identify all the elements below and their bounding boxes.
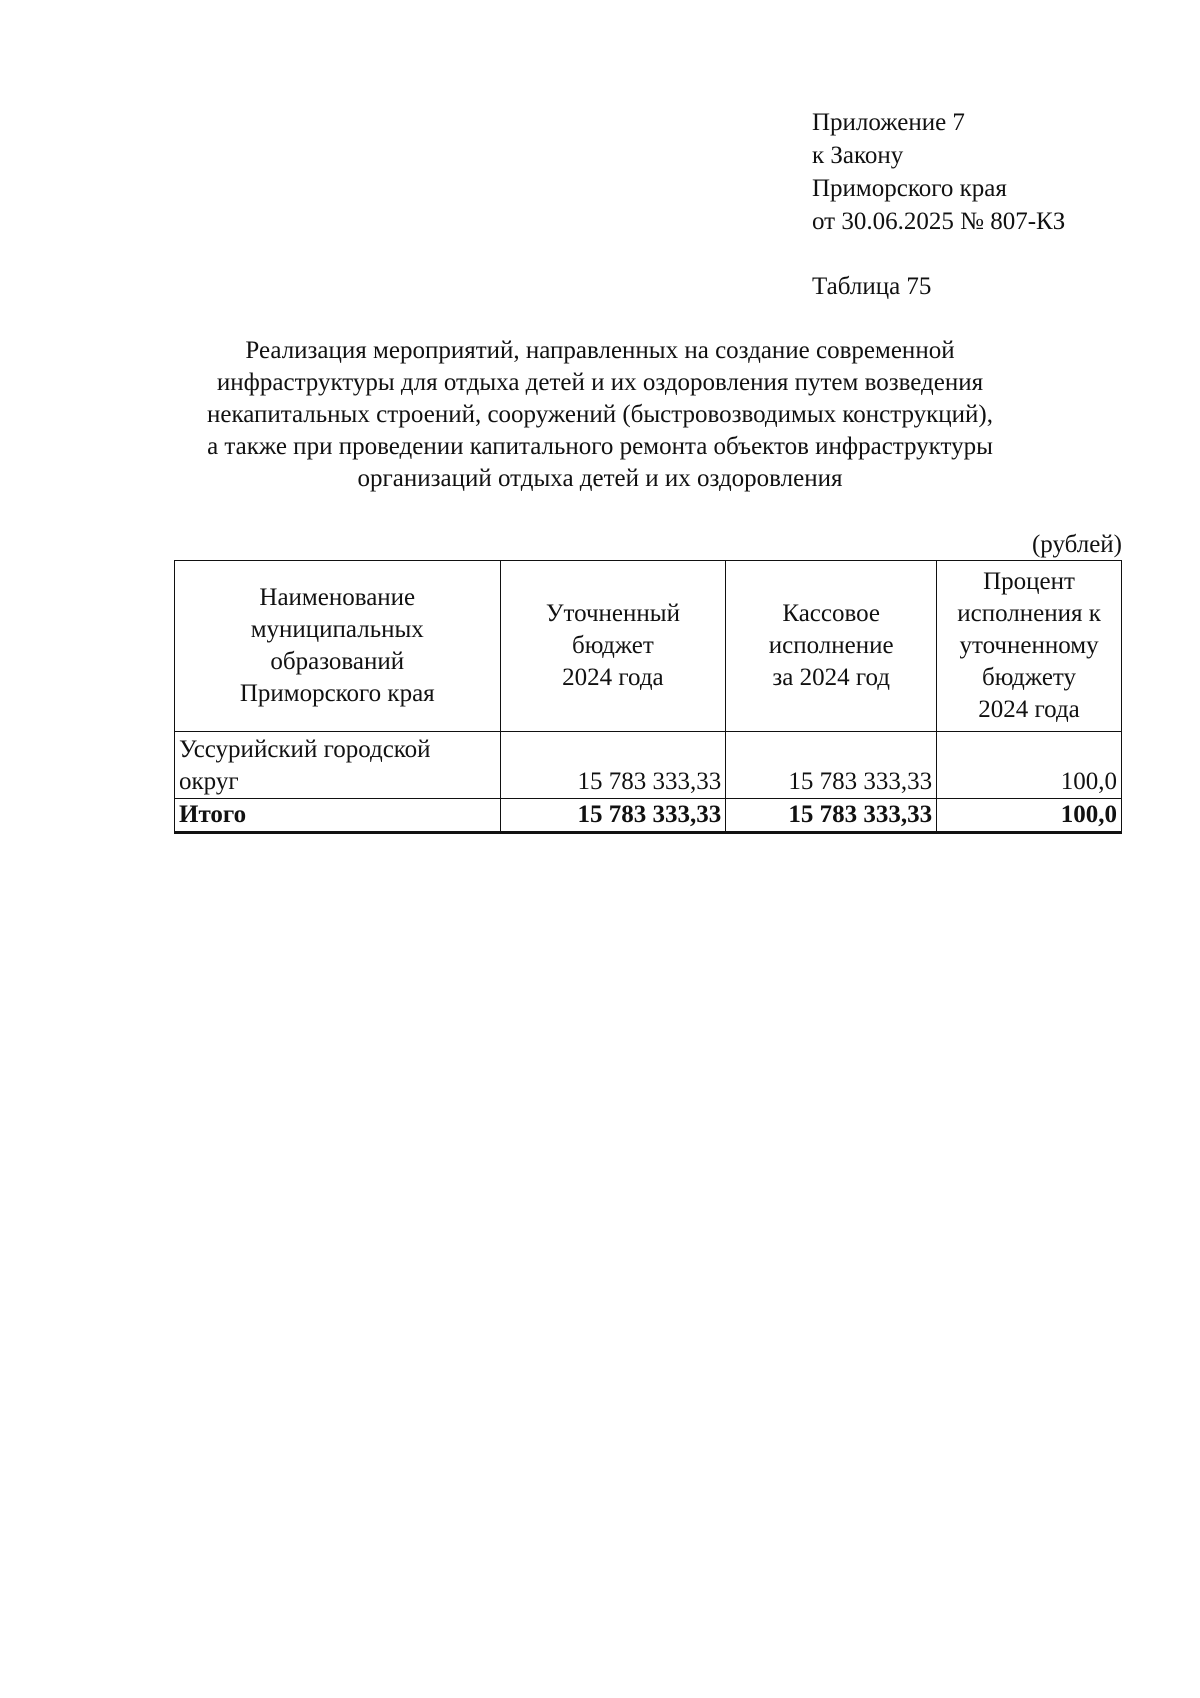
- cell-percent: 100,0: [937, 732, 1122, 799]
- annex-line: к Закону: [812, 142, 904, 169]
- annex-header: [812, 106, 1065, 238]
- header-line: исполнения к: [957, 600, 1101, 627]
- document-title: [150, 335, 1050, 495]
- header-line: муниципальных: [250, 616, 424, 643]
- cell-execution: 15 783 333,33: [726, 732, 937, 799]
- header-line: Процент: [983, 568, 1075, 595]
- header-percent: [937, 561, 1122, 732]
- header-line: бюджету: [982, 664, 1077, 691]
- header-municipality: [175, 561, 501, 732]
- header-line: за 2024 год: [772, 664, 890, 691]
- cell-total-execution: 15 783 333,33: [726, 799, 937, 833]
- title-line: организаций отдыха детей и их оздоровления: [357, 465, 843, 492]
- annex-line: от 30.06.2025 № 807-КЗ: [812, 208, 1066, 235]
- table-number: Таблица 75: [812, 273, 932, 300]
- annex-line: Приморского края: [812, 175, 1007, 202]
- header-line: бюджет: [572, 632, 654, 659]
- title-line: а также при проведении капитального ремонта объектов инфраструктуры: [207, 433, 993, 460]
- title-line: Реализация мероприятий, направленных на создание современной: [245, 337, 955, 364]
- header-line: Наименование: [259, 584, 416, 611]
- header-line: уточненному: [959, 632, 1099, 659]
- header-execution: [726, 561, 937, 732]
- units-label: (рублей): [1031, 531, 1122, 558]
- header-line: образований: [270, 648, 405, 675]
- title-line: некапитальных строений, сооружений (быстровозводимых конструкций),: [206, 401, 993, 428]
- table-row: [175, 732, 1122, 799]
- annex-line: Приложение 7: [812, 109, 965, 136]
- table-total-row: [175, 799, 1122, 833]
- cell-municipality: Уссурийский городской округ: [175, 732, 501, 799]
- table-header-row: [175, 561, 1122, 732]
- header-budget: [500, 561, 726, 732]
- header-line: Приморского края: [239, 680, 435, 707]
- header-line: исполнение: [768, 632, 894, 659]
- header-line: Кассовое: [782, 600, 881, 627]
- cell-total-label: Итого: [175, 799, 501, 833]
- title-line: инфраструктуры для отдыха детей и их оздоровления путем возведения: [216, 369, 984, 396]
- header-line: 2024 года: [562, 664, 664, 691]
- header-line: Уточненный: [545, 600, 680, 627]
- cell-total-percent: 100,0: [937, 799, 1122, 833]
- cell-total-budget: 15 783 333,33: [500, 799, 726, 833]
- cell-budget: 15 783 333,33: [500, 732, 726, 799]
- header-line: 2024 года: [978, 696, 1080, 723]
- budget-table: [174, 560, 1122, 834]
